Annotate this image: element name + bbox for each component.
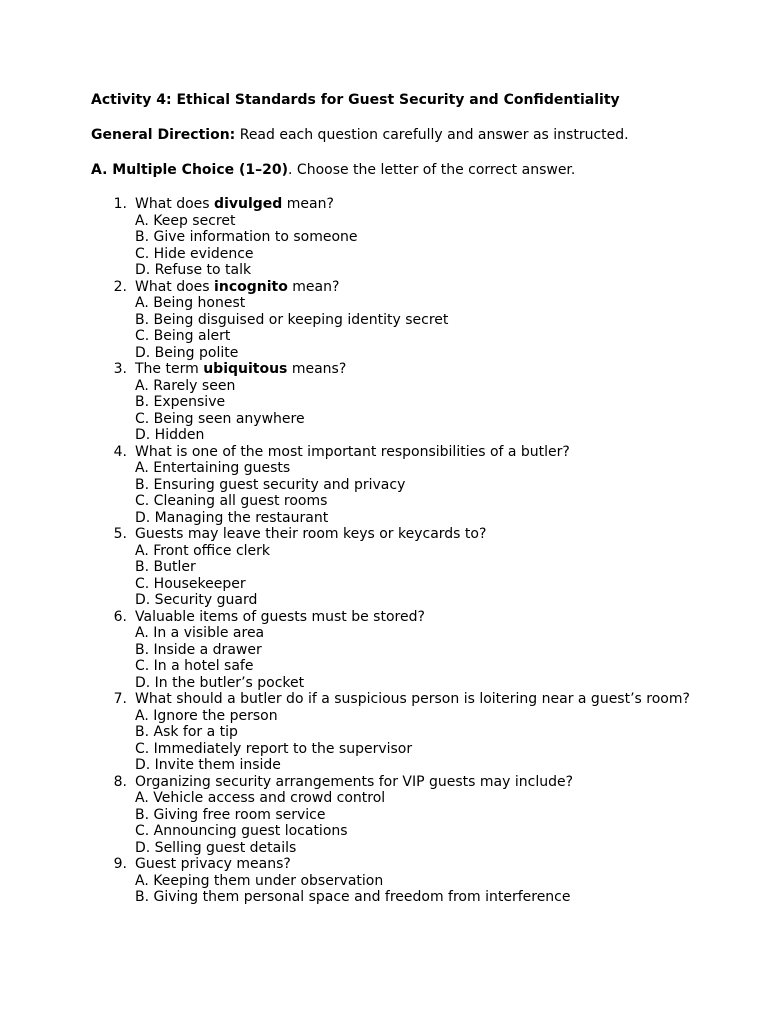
answer-option: B. Giving them personal space and freedom from interference xyxy=(135,889,571,905)
question-item xyxy=(91,774,711,857)
answer-option: D. Being polite xyxy=(135,344,239,361)
document-page xyxy=(91,91,711,906)
question-number: 5. xyxy=(113,526,127,542)
question-text xyxy=(135,609,711,626)
answer-option: A. In a visible area xyxy=(135,625,265,641)
answer-option: C. Being seen anywhere xyxy=(135,410,305,427)
answer-option: A. Keep secret xyxy=(135,212,236,229)
answer-option: D. Refuse to talk xyxy=(135,262,252,278)
question-text-pre: What should a butler do if a suspicious person is loitering near a guest’s room? xyxy=(135,691,690,707)
answer-option: B. Ask for a tip xyxy=(135,724,238,740)
question-text-pre: The term xyxy=(135,361,204,377)
question-keyword: incognito xyxy=(214,278,288,295)
answer-option: A. Ignore the person xyxy=(135,707,278,724)
question-keyword: ubiquitous xyxy=(203,361,288,377)
answer-option: B. Being disguised or keeping identity secret xyxy=(135,311,449,328)
question-text-pre: Organizing security arrangements for VIP guests may include? xyxy=(135,773,574,790)
question-text xyxy=(135,856,711,873)
answer-option: B. Ensuring guest security and privacy xyxy=(135,476,406,493)
question-item xyxy=(91,691,711,774)
answer-option: A. Vehicle access and crowd control xyxy=(135,790,386,806)
answer-option: A. Rarely seen xyxy=(135,377,236,394)
question-text-pre: Valuable items of guests must be stored? xyxy=(135,608,425,625)
general-direction-text: Read each question carefully and answer as instructed. xyxy=(235,127,629,143)
question-text-pre: Guests may leave their room keys or keycards to? xyxy=(135,526,487,542)
answer-option: B. Giving free room service xyxy=(135,806,326,823)
answer-option: C. Cleaning all guest rooms xyxy=(135,493,328,509)
question-text xyxy=(135,444,711,461)
section-a-text: . Choose the letter of the correct answer. xyxy=(288,162,576,178)
answer-option: D. Hidden xyxy=(135,427,205,443)
answer-option: C. Announcing guest locations xyxy=(135,823,348,839)
answer-option: D. Managing the restaurant xyxy=(135,509,329,526)
section-a-label: A. Multiple Choice (1–20) xyxy=(91,162,289,178)
answer-option: A. Entertaining guests xyxy=(135,460,291,476)
question-text xyxy=(135,526,711,543)
question-number: 7. xyxy=(113,691,127,707)
section-a-heading xyxy=(91,161,711,180)
question-number: 2. xyxy=(113,278,127,295)
activity-title: Activity 4: Ethical Standards for Guest Security and Confidentiality xyxy=(91,92,620,108)
question-text xyxy=(135,774,711,791)
question-text xyxy=(135,361,711,378)
spacer xyxy=(91,145,711,161)
question-item xyxy=(91,196,711,279)
general-direction xyxy=(91,126,711,145)
answer-option: C. In a hotel safe xyxy=(135,658,254,674)
answer-option: C. Hide evidence xyxy=(135,245,254,262)
question-number: 4. xyxy=(113,443,127,460)
question-number: 1. xyxy=(113,196,127,212)
question-text-post: means? xyxy=(287,361,347,377)
question-keyword: divulged xyxy=(214,196,283,212)
question-number: 8. xyxy=(113,773,127,790)
answer-option: B. Butler xyxy=(135,559,196,575)
general-direction-label: General Direction: xyxy=(91,127,236,143)
question-item xyxy=(91,279,711,362)
question-text xyxy=(135,279,711,296)
question-list xyxy=(91,196,711,906)
question-number: 6. xyxy=(113,608,127,625)
question-number: 3. xyxy=(113,361,127,377)
answer-option: A. Keeping them under observation xyxy=(135,872,384,889)
answer-option: C. Housekeeper xyxy=(135,575,246,592)
question-item xyxy=(91,609,711,692)
answer-option: C. Immediately report to the supervisor xyxy=(135,740,413,757)
answer-option: D. Invite them inside xyxy=(135,757,281,773)
question-text-pre: What does xyxy=(135,196,215,212)
answer-option: B. Give information to someone xyxy=(135,229,358,245)
spacer xyxy=(91,180,711,196)
answer-option: D. Selling guest details xyxy=(135,839,297,856)
question-text-pre: What is one of the most important responsibilities of a butler? xyxy=(135,443,570,460)
spacer xyxy=(91,110,711,126)
answer-option: B. Inside a drawer xyxy=(135,641,262,658)
question-text-pre: Guest privacy means? xyxy=(135,856,291,872)
question-item xyxy=(91,361,711,444)
answer-option: A. Front office clerk xyxy=(135,542,271,559)
question-number: 9. xyxy=(113,856,127,872)
question-text-pre: What does xyxy=(135,278,215,295)
answer-option: D. Security guard xyxy=(135,592,258,608)
answer-option: A. Being honest xyxy=(135,295,246,311)
answer-option: D. In the butler’s pocket xyxy=(135,674,305,691)
question-text xyxy=(135,691,711,708)
question-item xyxy=(91,444,711,527)
question-text-post: mean? xyxy=(282,196,334,212)
question-text-post: mean? xyxy=(287,278,340,295)
question-item xyxy=(91,526,711,609)
question-item xyxy=(91,856,711,906)
answer-option: C. Being alert xyxy=(135,328,231,344)
question-text xyxy=(135,196,711,213)
answer-option: B. Expensive xyxy=(135,394,226,410)
